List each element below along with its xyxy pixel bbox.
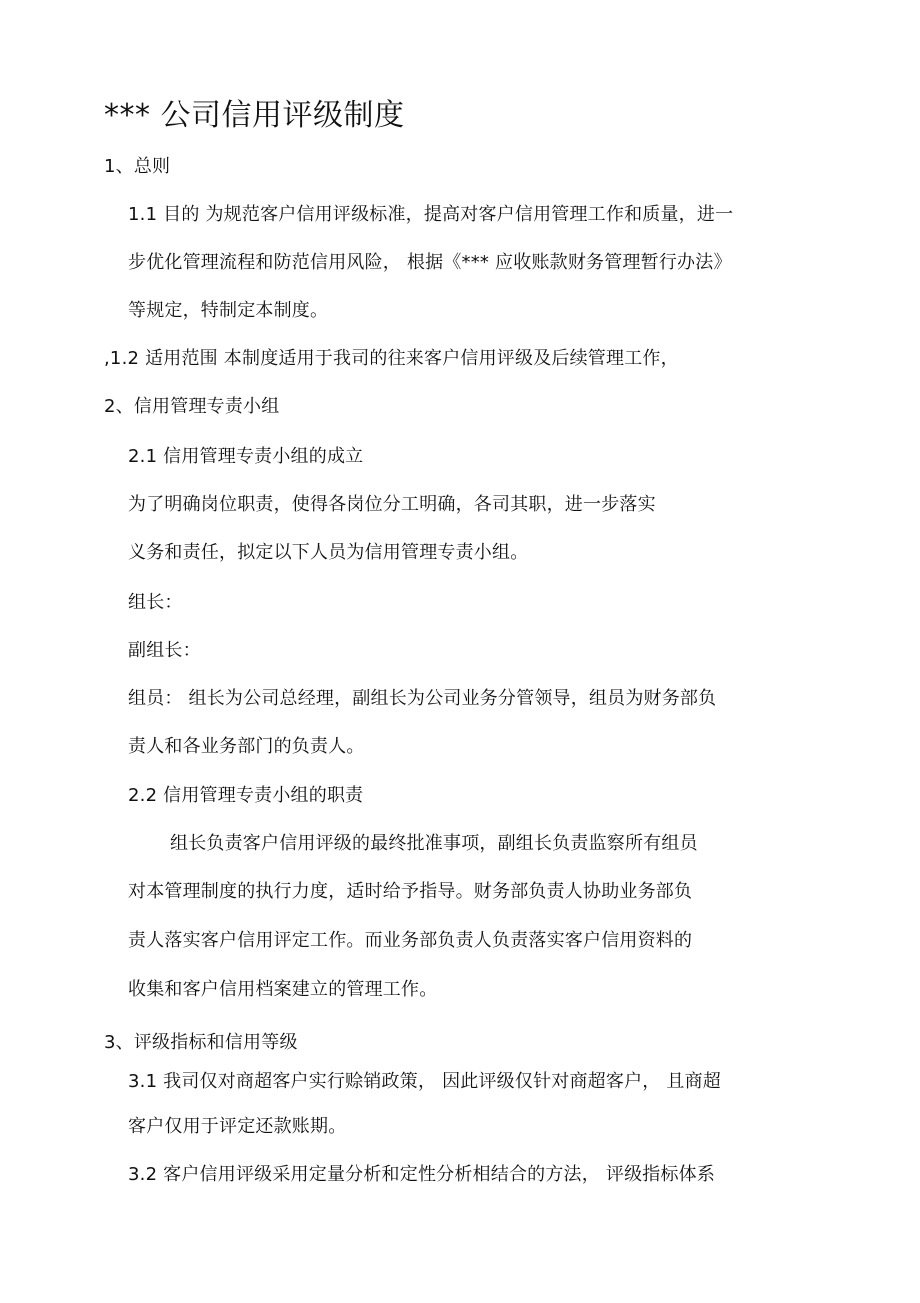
paragraph-line: 等规定，特制定本制度。 xyxy=(128,300,329,321)
paragraph-line: 1.1 目的 为规范客户信用评级标准，提高对客户信用管理工作和质量，进一 xyxy=(128,204,734,225)
paragraph-line: 责人和各业务部门的负责人。 xyxy=(128,736,365,757)
paragraph-line: 3.1 我司仅对商超客户实行赊销政策， 因此评级仅针对商超客户， 且商超 xyxy=(128,1071,721,1092)
field-label-deputy: 副组长： xyxy=(128,640,201,661)
paragraph-line: 收集和客户信用档案建立的管理工作。 xyxy=(128,979,438,1000)
paragraph-line: 客户仅用于评定还款账期。 xyxy=(128,1116,347,1137)
paragraph-line: 组员： 组长为公司总经理，副组长为公司业务分管领导，组员为财务部负 xyxy=(128,688,717,709)
paragraph-line: ,1.2 适用范围 本制度适用于我司的往来客户信用评级及后续管理工作， xyxy=(104,348,679,369)
paragraph-line: 组长负责客户信用评级的最终批准事项，副组长负责监察所有组员 xyxy=(170,833,698,854)
subsection-heading: 2.1 信用管理专责小组的成立 xyxy=(128,446,364,467)
paragraph-line: 步优化管理流程和防范信用风险， 根据《*** 应收账款财务管理暂行办法》 xyxy=(128,252,732,273)
paragraph-line: 为了明确岗位职责，使得各岗位分工明确，各司其职，进一步落实 xyxy=(128,494,656,515)
section-heading-3: 3、评级指标和信用等级 xyxy=(104,1032,298,1053)
document-title: *** 公司信用评级制度 xyxy=(104,98,405,133)
paragraph-line: 3.2 客户信用评级采用定量分析和定性分析相结合的方法， 评级指标体系 xyxy=(128,1164,716,1185)
paragraph-line: 对本管理制度的执行力度，适时给予指导。财务部负责人协助业务部负 xyxy=(128,881,693,902)
subsection-heading: 2.2 信用管理专责小组的职责 xyxy=(128,785,364,806)
section-heading-2: 2、信用管理专责小组 xyxy=(104,396,280,417)
paragraph-line: 责人落实客户信用评定工作。而业务部负责人负责落实客户信用资料的 xyxy=(128,930,693,951)
paragraph-line: 义务和责任，拟定以下人员为信用管理专责小组。 xyxy=(128,542,529,563)
field-label-leader: 组长： xyxy=(128,592,183,613)
section-heading-1: 1、总则 xyxy=(104,156,171,177)
